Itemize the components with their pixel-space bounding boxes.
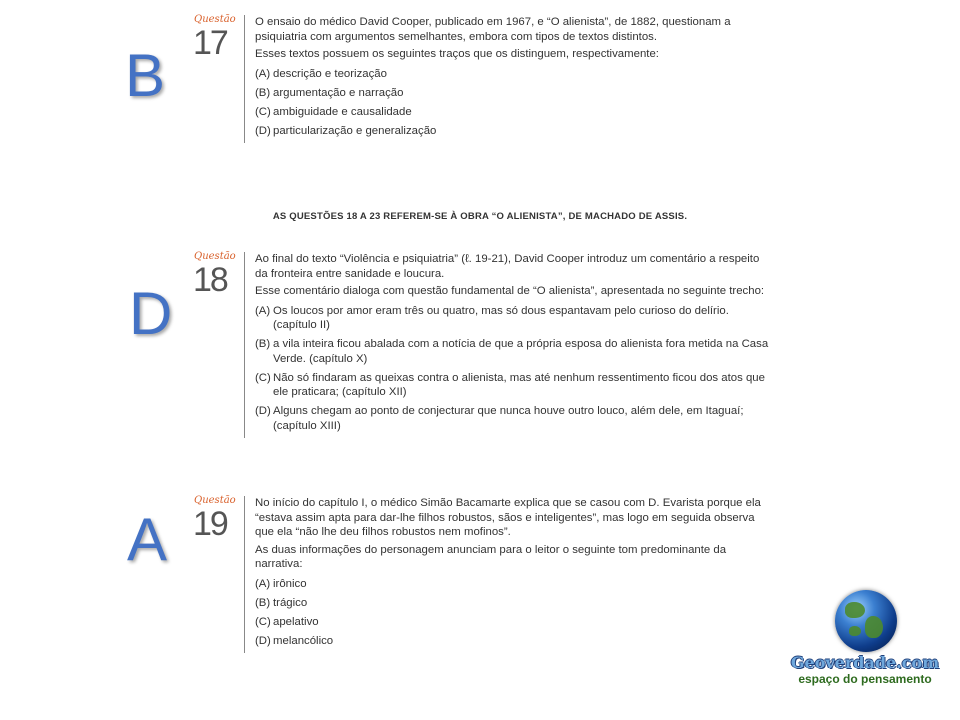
option-letter: (B): [255, 338, 271, 350]
option-letter: (A): [255, 304, 271, 317]
option-letter: (A): [255, 67, 271, 80]
option-d: [255, 124, 775, 139]
question-prompt: Esses textos possuem os seguintes traços que os distinguem, respectivamente:: [255, 48, 659, 60]
question-prompt: As duas informações do personagem anunciam para o leitor o seguinte tom predominante da narrativa:: [255, 543, 727, 570]
option-text: Alguns chegam ao ponto de conjecturar que nunca houve outro louco, além dele, em Itaguaí; (capítulo XIII): [273, 405, 744, 432]
question-stem: Ao final do texto “Violência e psiquiatria” (ℓ. 19-21), David Cooper introduz um comentário a respeito da fronteira entre sanidade e loucura.: [255, 253, 760, 280]
option-a: [255, 304, 775, 333]
question-number: 17: [193, 24, 227, 62]
option-text: a vila inteira ficou abalada com a notícia de que a própria esposa do alienista fora metida na Casa Verde. (capítulo X): [273, 338, 769, 365]
options-list: [255, 67, 775, 139]
options-list: [255, 577, 775, 649]
question-stem: No início do capítulo I, o médico Simão Bacamarte explica que se casou com D. Evarista porque ela “estava assim apta para dar-lhe filhos robustos, sãos e inteligentes”, mas logo em seguida observa que ela “não lhe deu filhos robustos nem mofinos”.: [255, 497, 761, 538]
option-letter: (D): [255, 634, 271, 647]
logo-tagline: espaço do pensamento: [798, 672, 932, 686]
option-letter: (B): [255, 596, 271, 609]
option-c: [255, 615, 775, 630]
option-letter: (B): [255, 86, 271, 99]
question-header: [193, 15, 239, 60]
option-text: Os loucos por amor eram três ou quatro, mas só dous espantavam pelo curioso do delírio. (capítulo II): [273, 304, 729, 331]
option-b: [255, 596, 775, 611]
option-d: [255, 634, 775, 649]
option-d: [255, 404, 775, 433]
question-body: [244, 15, 775, 143]
option-c: [255, 371, 775, 400]
option-a: [255, 577, 775, 592]
option-text: argumentação e narração: [273, 86, 404, 99]
option-letter: (C): [255, 615, 271, 628]
answer-letter-q17: B: [125, 42, 166, 109]
question-header: [193, 496, 239, 541]
options-list: [255, 304, 775, 434]
option-text: trágico: [273, 596, 308, 609]
question-label: Questão: [194, 14, 236, 25]
option-text: irônico: [273, 577, 307, 590]
question-stem: O ensaio do médico David Cooper, publicado em 1967, e “O alienista”, de 1882, questionam a psiquiatria com argumentos semelhantes, embora com tipos de textos distintos.: [255, 16, 731, 43]
section-heading: AS QUESTÕES 18 A 23 REFEREM-SE À OBRA “O ALIENISTA”, DE MACHADO DE ASSIS.: [272, 211, 688, 222]
question-label: Questão: [194, 251, 236, 262]
question-prompt: Esse comentário dialoga com questão fundamental de “O alienista”, apresentada no seguinte trecho:: [255, 285, 765, 297]
question-label: Questão: [194, 495, 236, 506]
question-body: [244, 252, 775, 438]
option-text: melancólico: [273, 634, 334, 647]
question-body: [244, 496, 775, 653]
option-text: particularização e generalização: [273, 124, 437, 137]
answer-letter-q18: D: [129, 280, 173, 347]
option-letter: (D): [255, 405, 271, 417]
question-number: 18: [193, 261, 227, 299]
option-letter: (D): [255, 124, 271, 137]
option-letter: (A): [255, 577, 271, 590]
globe-icon: [835, 590, 897, 652]
option-text: Não só findaram as queixas contra o alienista, mas até nenhum ressentimento ficou dos atos que ele praticara; (capítulo XII): [273, 371, 765, 398]
option-text: apelativo: [273, 615, 319, 628]
option-text: ambiguidade e causalidade: [273, 105, 412, 118]
answer-letter-q19: A: [127, 506, 168, 573]
option-text: descrição e teorização: [273, 67, 387, 80]
option-b: [255, 86, 775, 101]
option-letter: (C): [255, 105, 271, 118]
option-b: [255, 337, 775, 366]
option-c: [255, 105, 775, 120]
option-letter: (C): [255, 371, 271, 384]
logo-brand: Geoverdade.com: [790, 653, 940, 672]
option-a: [255, 67, 775, 82]
question-number: 19: [193, 505, 227, 543]
question-header: [193, 252, 239, 297]
geoverdade-logo: [790, 590, 940, 690]
